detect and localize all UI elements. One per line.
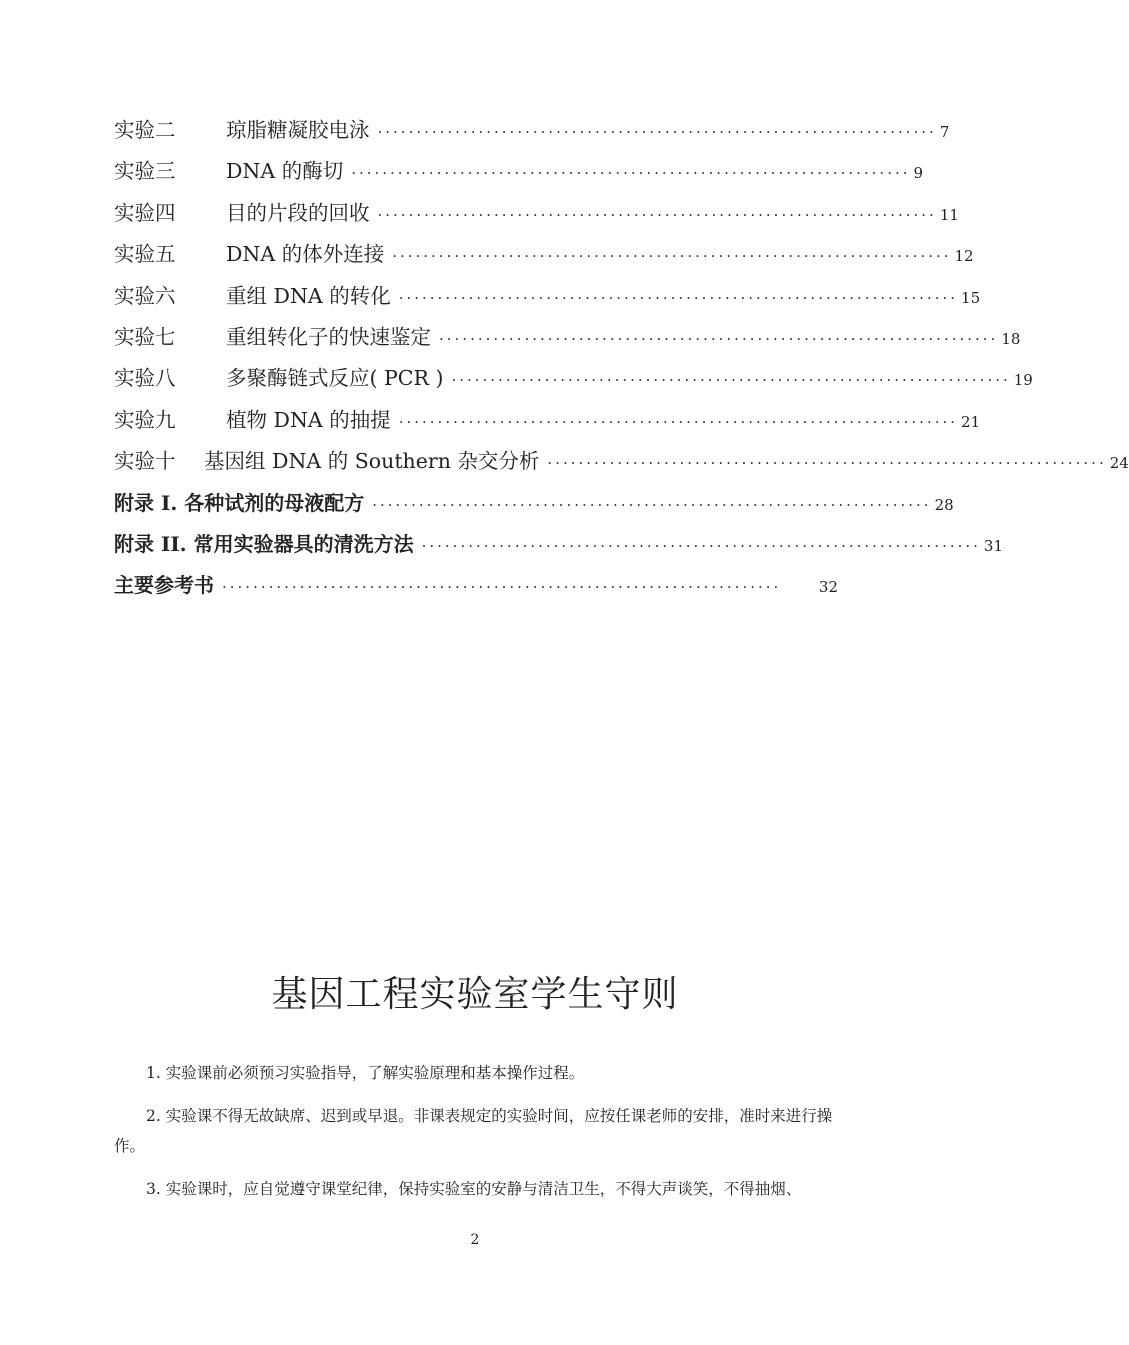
toc-entry-number: 实验十: [114, 449, 176, 474]
toc-entry: [114, 441, 1129, 482]
toc-entry-page: 28: [934, 495, 954, 514]
toc-entry-page: 12: [954, 247, 974, 266]
toc-leader-dots: ········································································: [377, 123, 937, 141]
toc-entry: [114, 317, 1021, 358]
toc-entry-number: 实验六: [114, 283, 176, 308]
toc-entry-page: 19: [1013, 371, 1033, 390]
toc-entry-title: 重组转化子的快速鉴定: [226, 324, 431, 349]
toc-leader-dots: ········································································: [398, 288, 959, 307]
toc-entry-page: 32: [818, 578, 838, 597]
toc-leader-dots: ········································································: [372, 495, 932, 514]
toc-entry-title: 目的片段的回收: [226, 200, 370, 225]
toc-entry-number: 实验九: [114, 407, 176, 432]
toc-appendix-entry: [114, 524, 1004, 565]
toc-leader-dots: ········································································: [222, 578, 782, 597]
toc-entry-title: 多聚酶链式反应( PCR ): [226, 366, 444, 391]
toc-entry-page: 7: [939, 123, 950, 141]
toc-entry-number: 实验五: [114, 242, 176, 267]
toc-leader-dots: ········································································: [547, 454, 1107, 473]
toc-entry: [114, 193, 959, 234]
page-number: 2: [470, 1232, 480, 1248]
rules-list: [114, 1058, 838, 1217]
toc-entry-page: 15: [961, 288, 981, 307]
rule-item: 2. 实验课不得无故缺席、迟到或早退。非课表规定的实验时间，应按任课老师的安排，准时来进行操作。: [114, 1107, 833, 1155]
toc-entry-page: 24: [1109, 454, 1129, 473]
toc-entry-title: 主要参考书: [114, 573, 214, 598]
rule-item: 3. 实验课时，应自觉遵守课堂纪律，保持实验室的安静与清洁卫生，不得大声谈笑，不得抽烟、: [146, 1180, 802, 1198]
toc-entry-number: 实验八: [114, 366, 176, 391]
toc-entry-page: 11: [939, 205, 959, 224]
toc-entry: [114, 358, 1033, 399]
toc-entry-number: 实验三: [114, 159, 176, 184]
toc-entry-title: 琼脂糖凝胶电泳: [226, 118, 370, 142]
table-of-contents: [114, 110, 1129, 607]
toc-entry-title: DNA 的体外连接: [226, 242, 385, 267]
toc-entry-title: 附录 II. 常用实验器具的清洗方法: [114, 531, 414, 556]
toc-entry-title: DNA 的酶切: [226, 159, 344, 184]
rule-item: 1. 实验课前必须预习实验指导，了解实验原理和基本操作过程。: [146, 1064, 585, 1082]
toc-entry: [114, 151, 924, 192]
toc-entry-number: 实验七: [114, 324, 176, 349]
toc-appendix-entry: [114, 483, 954, 524]
toc-leader-dots: ········································································: [421, 536, 981, 555]
toc-references-entry: [114, 565, 838, 606]
toc-entry-number: 实验四: [114, 200, 176, 225]
toc-leader-dots: ········································································: [398, 412, 959, 431]
toc-leader-dots: ········································································: [377, 205, 937, 224]
toc-entry: [114, 276, 981, 317]
toc-entry-page: 9: [913, 164, 924, 183]
toc-entry: [114, 234, 974, 275]
toc-leader-dots: ········································································: [439, 329, 999, 348]
toc-leader-dots: ········································································: [351, 164, 911, 183]
toc-entry-number: 实验二: [114, 118, 176, 142]
toc-entry-page: 31: [983, 536, 1004, 555]
section-title: 基因工程实验室学生守则: [271, 974, 679, 1015]
toc-entry-title: 基因组 DNA 的 Southern 杂交分析: [204, 449, 540, 474]
toc-entry-title: 附录 I. 各种试剂的母液配方: [114, 490, 365, 515]
toc-entry-title: 重组 DNA 的转化: [226, 283, 391, 308]
toc-leader-dots: ········································································: [451, 371, 1011, 390]
toc-entry: [114, 110, 950, 151]
toc-entry-page: 18: [1001, 329, 1021, 348]
toc-entry: [114, 400, 981, 441]
toc-entry-title: 植物 DNA 的抽提: [226, 407, 391, 432]
toc-leader-dots: ········································································: [392, 247, 952, 266]
toc-entry-page: 21: [961, 412, 981, 431]
